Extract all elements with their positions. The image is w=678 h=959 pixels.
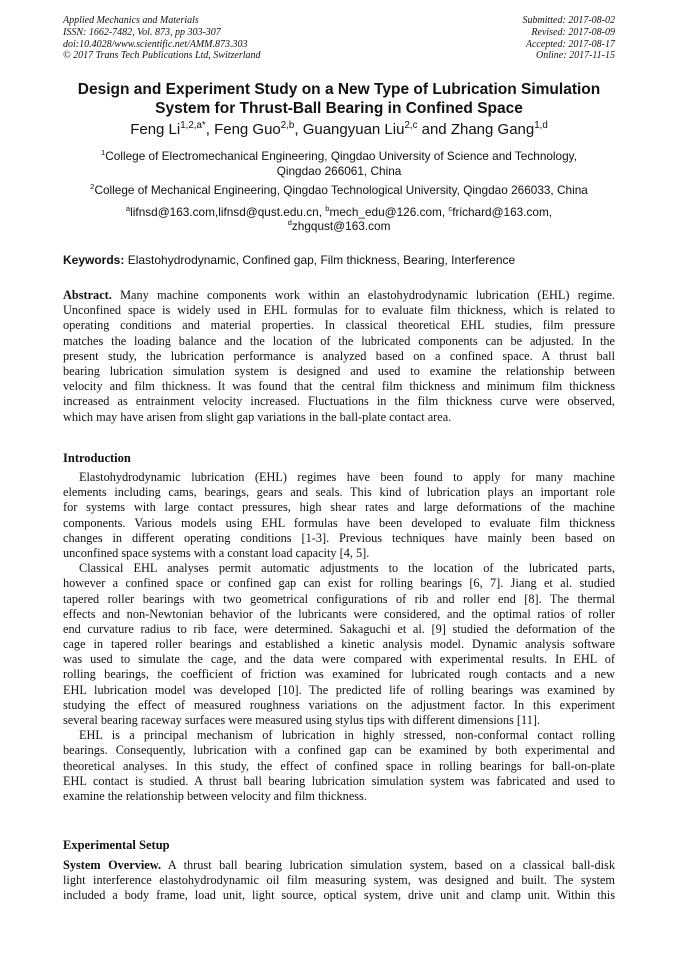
abstract-line: present study, the lubrication performance is analyzed based on a confined space. A thrust ball: [63, 348, 615, 363]
email-link[interactable]: frichard@163.com,: [452, 205, 553, 219]
author-affiliation-mark: 1,2,a*: [180, 120, 206, 131]
paragraph-line: end curvature radius to rib face, were determined. Sakaguchi et al. [9] studied the deformation of the: [63, 621, 615, 636]
journal-issn: ISSN: 1662-7482, Vol. 873, pp 303-307: [63, 26, 221, 38]
keywords-text: Elastohydrodynamic, Confined gap, Film thickness, Bearing, Interference: [124, 253, 516, 267]
email-mark: d: [287, 218, 292, 228]
paragraph-line: however a confined space or confined gap can exist for rolling bearings [6, 7]. Jiang et al. studied: [63, 576, 615, 591]
paragraph-line: was used to simulate the cage, and the data were compared with experimental results. In EHL of: [63, 652, 615, 667]
date-accepted: Accepted: 2017-08-17: [525, 38, 615, 50]
paragraph-line: Classical EHL analyses permit automatic adjustments to the location of the lubricated parts,: [79, 561, 615, 576]
date-submitted: Submitted: 2017-08-02: [522, 15, 615, 26]
affiliation-2: [40, 183, 638, 198]
paragraph-line: EHL is a principal mechanism of lubrication in highly stressed, non-conformal contact rolling: [79, 728, 615, 743]
date-revised: Revised: 2017-08-09: [531, 26, 615, 38]
author-separator: ,: [205, 121, 215, 138]
paragraph-line: light interference elastohydrodynamic oil film measuring system, was designed and built. The system: [63, 873, 615, 888]
author-emails: [40, 205, 638, 233]
author-affiliation-mark: 2,b: [280, 120, 295, 131]
abstract-line: increased as entrainment velocity increased. Fluctuations in the film thickness curve were observed,: [63, 394, 615, 409]
abstract-line: velocity and film thickness. It was found that the central film thickness and minimum film thickness: [63, 379, 615, 394]
experimental-body: [63, 858, 615, 904]
keywords: [63, 253, 515, 267]
paragraph-line: System Overview. A thrust ball bearing lubrication simulation system, based on a classical ball-disk: [63, 858, 615, 872]
affiliation-mark: 1: [101, 148, 106, 158]
email-mark: a: [125, 204, 131, 214]
author-name: Guangyuan Liu: [302, 121, 405, 138]
paragraph-line: rolling bearings, the coefficient of friction was examined for lubricated rough contacts and a new: [63, 667, 615, 682]
affiliation-1: [40, 149, 638, 179]
abstract: [63, 288, 615, 425]
paragraph-line: several bearing raceway surfaces were measured using stylus tips with different dimensions [11].: [63, 713, 541, 727]
abstract-line: which may have arisen from slight gap variations in the ball-plate contact area.: [63, 409, 452, 424]
abstract-line: bearing lubrication simulation system is designed and used to examine the relationship between: [63, 363, 615, 378]
paragraph-line: effects and non-Newtonian behavior of the lubricants were considered, and the optimal ratios of roller: [63, 606, 615, 621]
section-heading-introduction: Introduction: [63, 451, 131, 465]
paragraph-line: unconfined space systems with a constant load capacity [4, 5].: [63, 545, 370, 560]
author-affiliation-mark: 1,d: [534, 120, 548, 131]
paragraph-line: examine the relationship between velocity and film thickness.: [63, 788, 367, 803]
journal-name: Applied Mechanics and Materials: [63, 15, 199, 26]
abstract-label: Abstract.: [63, 288, 112, 302]
title-line: Design and Experiment Study on a New Type of Lubrication Simulation: [77, 81, 601, 98]
email-link[interactable]: zhgqust@163.com: [291, 219, 391, 233]
author-name: Feng Li: [130, 121, 181, 138]
subsection-label: System Overview.: [63, 858, 162, 872]
paragraph-line: cage in tapered roller bearings and established a kinetic analysis model. Dynamic analysis software: [63, 637, 615, 652]
paragraph-line: EHL contact is studied. A thrust ball bearing lubrication simulation system was fabricated and used to: [63, 773, 615, 788]
author-separator: and: [417, 121, 451, 138]
paragraph-line: elements including cams, bearings, gears and seals. This kind of lubrication plays an important role: [63, 485, 615, 500]
paragraph-line: tapered roller bearings with two geometrical configurations of rib and roller end [8]. The thermal: [63, 591, 615, 606]
affiliation-mark: 2: [90, 182, 95, 192]
paragraph-line: for systems with large contact pressures, high shear rates and large deformations of the machine: [63, 500, 615, 515]
date-online: Online: 2017-11-15: [536, 50, 615, 62]
submission-dates: [523, 15, 616, 62]
email-link[interactable]: lifnsd@163.com,lifnsd@qust.edu.cn,: [130, 205, 326, 219]
author-name: Feng Guo: [214, 121, 281, 138]
journal-copyright: © 2017 Trans Tech Publications Ltd, Switzerland: [63, 50, 261, 62]
abstract-line: Unconfined space is widely used in EHL formulas for to evaluate film thickness, which is related to: [63, 303, 615, 318]
keywords-label: Keywords:: [63, 253, 125, 267]
title-line: System for Thrust-Ball Bearing in Confined Space: [155, 100, 523, 117]
affiliation-text: College of Electromechanical Engineering, Qingdao University of Science and Technology,: [105, 149, 577, 163]
journal-info: [63, 15, 261, 62]
journal-doi: doi:10.4028/www.scientific.net/AMM.873.303: [63, 38, 248, 50]
author-name: Zhang Gang: [450, 121, 535, 138]
paragraph-line: components. Various models using EHL formulas have been developed to evaluate film thickness: [63, 515, 615, 530]
abstract-line: matches the loading balance and the location of the lubricated components can be adjusted. In the: [63, 333, 615, 348]
paragraph-line: bearings. Consequently, lubrication with a confined gap can be examined by both experimental and: [63, 743, 615, 758]
author-separator: ,: [294, 121, 303, 138]
paragraph-line: studying the effect of measured roughness variations on the adjustment factor. In this experiment: [63, 697, 615, 712]
paragraph-line: Elastohydrodynamic lubrication (EHL) regimes have been found to apply for many machine: [79, 470, 615, 484]
introduction-body: [63, 470, 615, 804]
email-mark: b: [325, 204, 330, 214]
author-affiliation-mark: 2,c: [404, 120, 418, 131]
abstract-line: operating conditions and material properties. In classical theoretical EHL studies, film pressure: [63, 318, 615, 333]
paragraph-line: EHL lubrication model was developed [10]. The predicted life of rolling bearings was examined by: [63, 682, 615, 697]
paragraph-line: theoretical analyses. In this study, the effect of confined space in rolling bearings for ball-on-plate: [63, 758, 615, 773]
paragraph-line: changes in different operating conditions [1-3]. Previous techniques have mainly been based on: [63, 530, 615, 545]
paragraph-line: included a body frame, load unit, light source, optical system, drive unit and clamp unit. Within this: [63, 888, 615, 903]
abstract-line: Abstract. Many machine components work within an elastohydrodynamic lubrication (EHL) regime.: [63, 288, 615, 302]
affiliation-text: College of Mechanical Engineering, Qingdao Technological University, Qingdao 266033, China: [94, 183, 588, 197]
paper-title: [40, 80, 638, 118]
affiliation-text: Qingdao 266061, China: [276, 164, 402, 178]
section-heading-experimental-setup: Experimental Setup: [63, 838, 170, 852]
email-mark: c: [448, 204, 453, 214]
author-list: [40, 121, 638, 139]
email-link[interactable]: mech_edu@126.com,: [329, 205, 449, 219]
